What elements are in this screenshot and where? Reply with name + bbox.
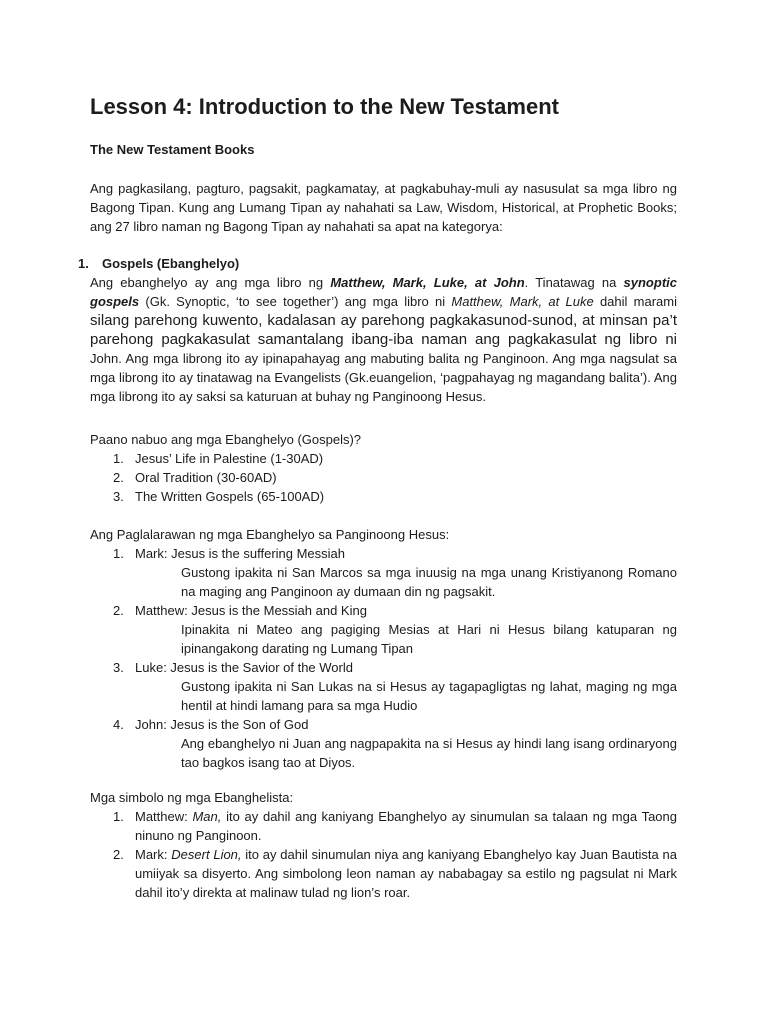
gospels-text-1: Ang ebanghelyo ay ang mga libro ng	[90, 275, 331, 290]
gospels-text-6: John. Ang mga librong ito ay ipinapahayag ang mabuting balita ng Panginoon. Ang mga nagsulat sa mga librong ito ay tinatawag na Evangelists (Gk.euangelion, ‘pagpahayag ng magandang balita’). Ang mga librong ito ay saksi sa katuruan at buhay ng Panginoong Hesus.	[90, 351, 677, 404]
evangelist-symbol: Man,	[192, 809, 222, 824]
list-number: 1.	[113, 546, 124, 561]
intro-paragraph: Ang pagkasilang, pagturo, pagsakit, pagkamatay, at pagkabuhay-muli ay nasusulat sa mga libro ng Bagong Tipan. Kung ang Lumang Tipan ay nahahati sa Law, Wisdom, Historical, at Prophetic Books; ang 27 libro naman ng Bagong Tipan ay nahahati sa apat na kategorya:	[90, 181, 677, 234]
list-number: 4.	[113, 717, 124, 732]
portrayal-heading: Ang Paglalarawan ng mga Ebanghelyo sa Panginoong Hesus:	[90, 527, 450, 542]
gospels-text-4: dahil marami	[593, 294, 677, 309]
list-item-text: Jesus’ Life in Palestine (1-30AD)	[135, 451, 324, 466]
list-number: 2.	[113, 847, 124, 862]
list-item-description: Ipinakita ni Mateo ang pagiging Mesias at Hari ni Hesus bilang katuparan ng ipinangakong darating ng Lumang Tipan	[181, 622, 677, 656]
list-item-text: The Written Gospels (65-100AD)	[135, 489, 325, 504]
list-item-title: John: Jesus is the Son of God	[135, 717, 309, 732]
list-item	[90, 845, 677, 902]
gospels-text-3: (Gk. Synoptic, ‘to see together’) ang mga libro ni	[139, 294, 452, 309]
list-number: 3.	[113, 660, 124, 675]
list-item	[90, 658, 677, 715]
gospels-text-5: silang parehong kuwento, kadalasan ay parehong pagkakasunod-sunod, at minsan pa’t parehong pagkakasulat samantalang ibang-iba naman ang pagkakasulat ng libro ni	[90, 312, 677, 348]
synoptic-books: Matthew, Mark, at Luke	[451, 294, 594, 309]
list-number: 2.	[113, 470, 124, 485]
list-item	[90, 544, 677, 601]
symbol-explanation: ito ay dahil ang kaniyang Ebanghelyo ay sinumulan sa talaan ng mga Taong ninuno ng Panginoon.	[135, 809, 677, 843]
formation-heading: Paano nabuo ang mga Ebanghelyo (Gospels)?	[90, 432, 362, 447]
list-number: 1.	[113, 809, 124, 824]
list-item-text: Oral Tradition (30-60AD)	[135, 470, 277, 485]
list-number: 1.	[113, 451, 124, 466]
list-item	[90, 487, 677, 506]
section-subtitle: The New Testament Books	[90, 142, 255, 157]
symbol-explanation: ito ay dahil sinumulan niya ang kaniyang Ebanghelyo kay Juan Bautista na umiiyak sa disyerto. Ang simbolong leon naman ay nababagay sa estilo ng pagsulat ni Mark dahil ito’y direkta at malinaw tulad ng lion’s roar.	[135, 847, 678, 900]
evangelist-name: Matthew:	[135, 809, 188, 824]
list-item-description: Gustong ipakita ni San Marcos sa mga inuusig na mga unang Kristiyanong Romano na maging ang Panginoon ay dumaan din ng pagsakit.	[181, 565, 677, 599]
gospels-text-2: . Tinatawag na	[524, 275, 624, 290]
gospels-book-names: Matthew, Mark, Luke, at John	[330, 275, 525, 290]
symbols-list	[90, 807, 677, 902]
list-item	[90, 807, 677, 845]
list-number: 2.	[113, 603, 124, 618]
list-item-title: Matthew: Jesus is the Messiah and King	[135, 603, 367, 618]
symbols-heading: Mga simbolo ng mga Ebanghelista:	[90, 790, 294, 805]
list-item-title: Mark: Jesus is the suffering Messiah	[135, 546, 346, 561]
list-item-title: Luke: Jesus is the Savior of the World	[135, 660, 353, 675]
portrayal-list	[90, 544, 677, 772]
list-item	[90, 468, 677, 487]
gospels-heading-text: Gospels (Ebanghelyo)	[102, 256, 240, 271]
list-number: 3.	[113, 489, 124, 504]
list-item	[90, 601, 677, 658]
evangelist-name: Mark:	[135, 847, 168, 862]
list-item	[90, 715, 677, 772]
formation-list	[90, 449, 677, 506]
synoptic-term: synoptic gospels	[90, 275, 677, 309]
gospels-heading-number: 1.	[78, 256, 89, 271]
page-title: Lesson 4: Introduction to the New Testament	[90, 94, 559, 119]
list-item-description: Ang ebanghelyo ni Juan ang nagpapakita na si Hesus ay hindi lang isang ordinaryong tao bagkos isang tao at Diyos.	[181, 736, 677, 770]
gospels-heading	[78, 254, 239, 273]
list-item-description: Gustong ipakita ni San Lukas na si Hesus ay tagapagligtas ng lahat, maging ng mga hentil at hindi lamang para sa mga Hudio	[181, 679, 677, 713]
list-item	[90, 449, 677, 468]
gospels-paragraph	[90, 273, 677, 406]
evangelist-symbol: Desert Lion,	[171, 847, 242, 862]
